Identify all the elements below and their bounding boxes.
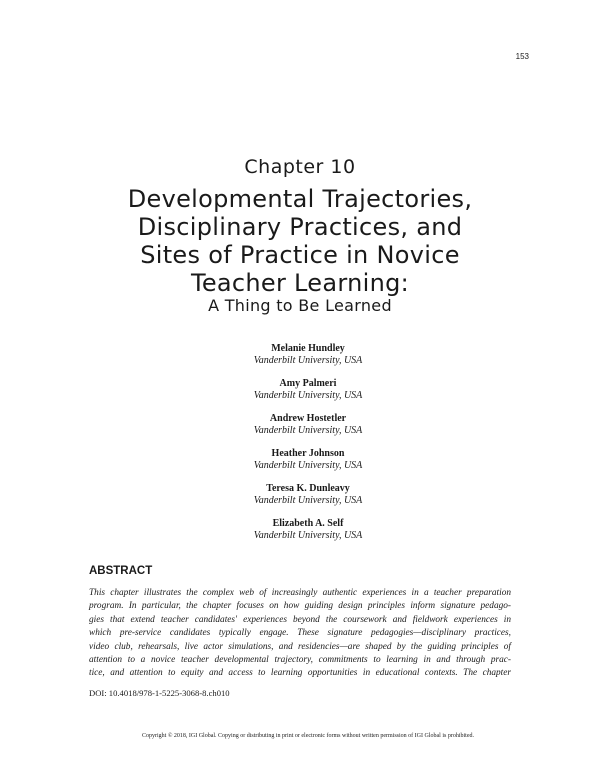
author-name: Teresa K. Dunleavy [266, 483, 350, 494]
author-affiliation: Vanderbilt University, USA [253, 495, 363, 506]
author-entry [0, 518, 600, 553]
abstract-line: which pre-service candidates typically engage. These signature pedagogies—disciplinary practices, [89, 628, 511, 639]
chapter-title-line: Developmental Trajectories, [127, 185, 473, 213]
author-entry [0, 448, 600, 483]
abstract-line: video club, rehearsals, live actor simulations, and residencies—are shaped by the guiding principles of [89, 641, 511, 652]
author-name: Amy Palmeri [279, 378, 337, 389]
chapter-subtitle: A Thing to Be Learned [208, 296, 392, 315]
author-entry [0, 413, 600, 448]
author-affiliation: Vanderbilt University, USA [253, 355, 363, 366]
author-affiliation: Vanderbilt University, USA [253, 390, 363, 401]
copyright-notice: Copyright © 2018, IGI Global. Copying or distributing in print or electronic forms without written permission of IGI Global is prohibited. [141, 733, 474, 739]
chapter-title-line: Teacher Learning: [190, 269, 410, 297]
chapter-title-line: Disciplinary Practices, and [137, 213, 463, 241]
abstract-line: attention to a novice teacher developmental trajectory, commitments to learning in and through prac- [89, 655, 511, 666]
author-name: Andrew Hostetler [269, 413, 347, 424]
abstract-line: program. In particular, the chapter focuses on how guiding design principles inform signature pedago- [89, 601, 511, 612]
chapter-label: Chapter 10 [244, 156, 356, 178]
page-number: 153 [515, 52, 529, 61]
doi: DOI: 10.4018/978-1-5225-3068-8.ch010 [89, 688, 230, 698]
author-affiliation: Vanderbilt University, USA [253, 530, 363, 541]
chapter-title-line: Sites of Practice in Novice [140, 241, 460, 269]
abstract-line: This chapter illustrates the complex web of increasingly authentic experiences in a teacher preparation [89, 588, 511, 598]
abstract-heading: ABSTRACT [89, 565, 153, 577]
author-entry [0, 343, 600, 378]
author-list [0, 343, 600, 553]
author-name: Elizabeth A. Self [272, 518, 344, 529]
abstract-body [89, 587, 511, 681]
author-entry [0, 378, 600, 413]
author-affiliation: Vanderbilt University, USA [253, 460, 363, 471]
abstract-line: gies that extend teacher candidates' experiences beyond the coursework and fieldwork experiences in [89, 614, 511, 625]
author-entry [0, 483, 600, 518]
abstract-line: tice, and attention to equity and access to learning opportunities in educational contexts. The chapter [89, 668, 511, 679]
author-name: Melanie Hundley [271, 343, 345, 354]
author-name: Heather Johnson [271, 448, 345, 459]
chapter-title [0, 185, 600, 297]
author-affiliation: Vanderbilt University, USA [253, 425, 363, 436]
